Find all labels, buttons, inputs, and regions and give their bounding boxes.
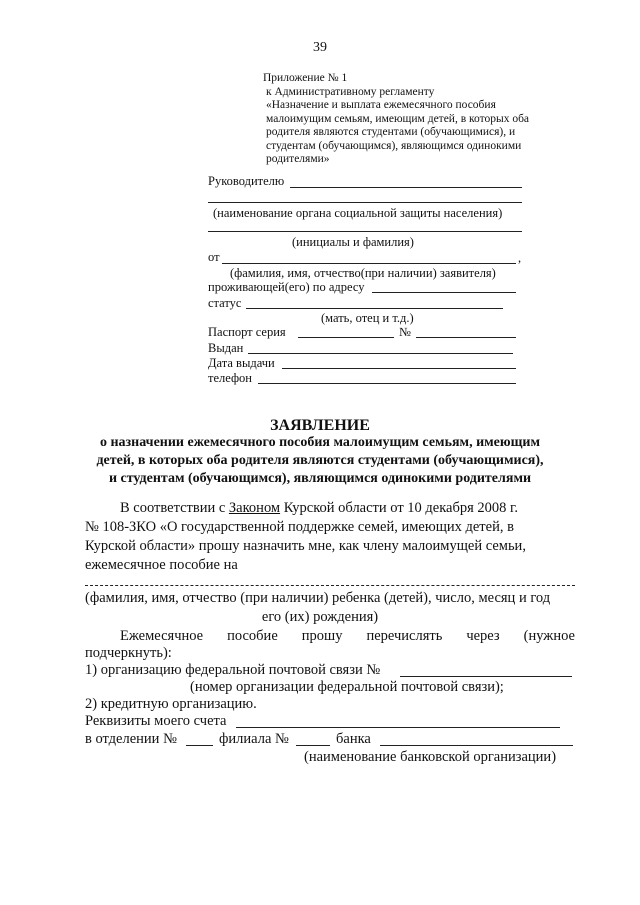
appendix-line: к Административному регламенту [266, 85, 435, 98]
initials-hint: (инициалы и фамилия) [292, 235, 414, 249]
statement-subtitle-line: о назначении ежемесячного пособия малоимущим семьям, имеющим [99, 435, 541, 450]
post-number-field[interactable] [400, 676, 572, 677]
appendix-line: малоимущим семьям, имеющим детей, в которых оба [266, 112, 530, 125]
statement-title: ЗАЯВЛЕНИЕ [270, 417, 370, 434]
body-text: В соответствии с [120, 500, 229, 516]
appendix-line: родителя являются студентами (обучающимися), и [266, 126, 516, 138]
post-hint: (номер организации федеральной почтовой связи); [190, 679, 504, 695]
statement-subtitle-line: детей, в которых оба родителя являются студентами (обучающимися), [96, 453, 544, 468]
appendix-line: родителями» [266, 153, 330, 165]
law-link[interactable]: Законом [228, 500, 281, 516]
bank-label: банка [336, 731, 371, 747]
body-text: Курской области от 10 декабря 2008 г. [280, 500, 518, 516]
bank-hint: (наименование банковской организации) [304, 749, 557, 765]
child-info-field[interactable] [85, 585, 575, 586]
body-line: № 108-ЗКО «О государственной поддержке семей, имеющих детей, в [85, 519, 514, 535]
issued-by-label: Выдан [208, 341, 244, 355]
organ-hint: (наименование органа социальной защиты населения) [213, 206, 503, 220]
transfer-word: прошу [301, 628, 343, 644]
status-label: статус [208, 296, 242, 310]
passport-number-field[interactable] [416, 337, 516, 338]
appendix-header [263, 72, 543, 167]
residing-label: проживающей(его) по адресу [208, 280, 365, 294]
status-field[interactable] [246, 308, 503, 309]
from-field[interactable] [222, 263, 516, 264]
transfer-line [120, 628, 575, 645]
transfer-word: пособие [227, 628, 278, 644]
appendix-line: студентам (обучающимся), являющимся одинокими [266, 139, 522, 152]
filial-number-field[interactable] [296, 745, 330, 746]
issue-date-label: Дата выдачи [208, 356, 275, 370]
branch-number-field[interactable] [186, 745, 213, 746]
address-field[interactable] [372, 292, 516, 293]
to-head-label: Руководителю [208, 174, 285, 188]
account-label: Реквизиты моего счета [85, 713, 227, 729]
status-hint: (мать, отец и т.д.) [321, 311, 414, 325]
appendix-line: Приложение № 1 [263, 72, 348, 84]
appendix-line: «Назначение и выплата ежемесячного пособия [266, 99, 496, 111]
initials-field-line[interactable] [208, 231, 522, 232]
statement-subtitle-line: и студентам (обучающимся), являющимся одинокими родителями [108, 471, 532, 486]
option-credit[interactable]: 2) кредитную организацию. [85, 696, 257, 712]
filial-label: филиала № [219, 731, 289, 747]
body-line: ежемесячное пособие на [85, 557, 238, 573]
applicant-hint: (фамилия, имя, отчество(при наличии) заявителя) [230, 266, 496, 280]
option-post[interactable]: 1) организацию федеральной почтовой связи № [85, 662, 381, 678]
issued-by-field[interactable] [248, 353, 513, 354]
transfer-word: (нужное [523, 628, 575, 644]
transfer-word: перечислять [366, 628, 443, 644]
passport-series-label: Паспорт серия [208, 325, 286, 339]
passport-number-sign: № [399, 325, 411, 339]
bank-name-field[interactable] [380, 745, 573, 746]
phone-field[interactable] [258, 383, 516, 384]
transfer-line2: подчеркнуть): [85, 645, 172, 661]
child-hint: (фамилия, имя, отчество (при наличии) ребенка (детей), число, месяц и год [85, 590, 551, 606]
account-field[interactable] [236, 727, 560, 728]
organ-field-line[interactable] [208, 202, 522, 203]
issue-date-field[interactable] [282, 368, 516, 369]
body-line [120, 500, 518, 517]
body-line: Курской области» прошу назначить мне, как члену малоимущей семьи, [85, 538, 526, 554]
branch-label: в отделении № [85, 731, 177, 747]
passport-series-field[interactable] [298, 337, 394, 338]
transfer-word: Ежемесячное [120, 628, 204, 644]
transfer-word: через [466, 628, 500, 644]
page-number: 39 [313, 40, 327, 55]
head-name-field[interactable] [290, 187, 522, 188]
child-hint: его (их) рождения) [261, 609, 379, 625]
from-comma: , [518, 251, 522, 265]
from-label: от [208, 250, 220, 264]
phone-label: телефон [208, 371, 252, 385]
